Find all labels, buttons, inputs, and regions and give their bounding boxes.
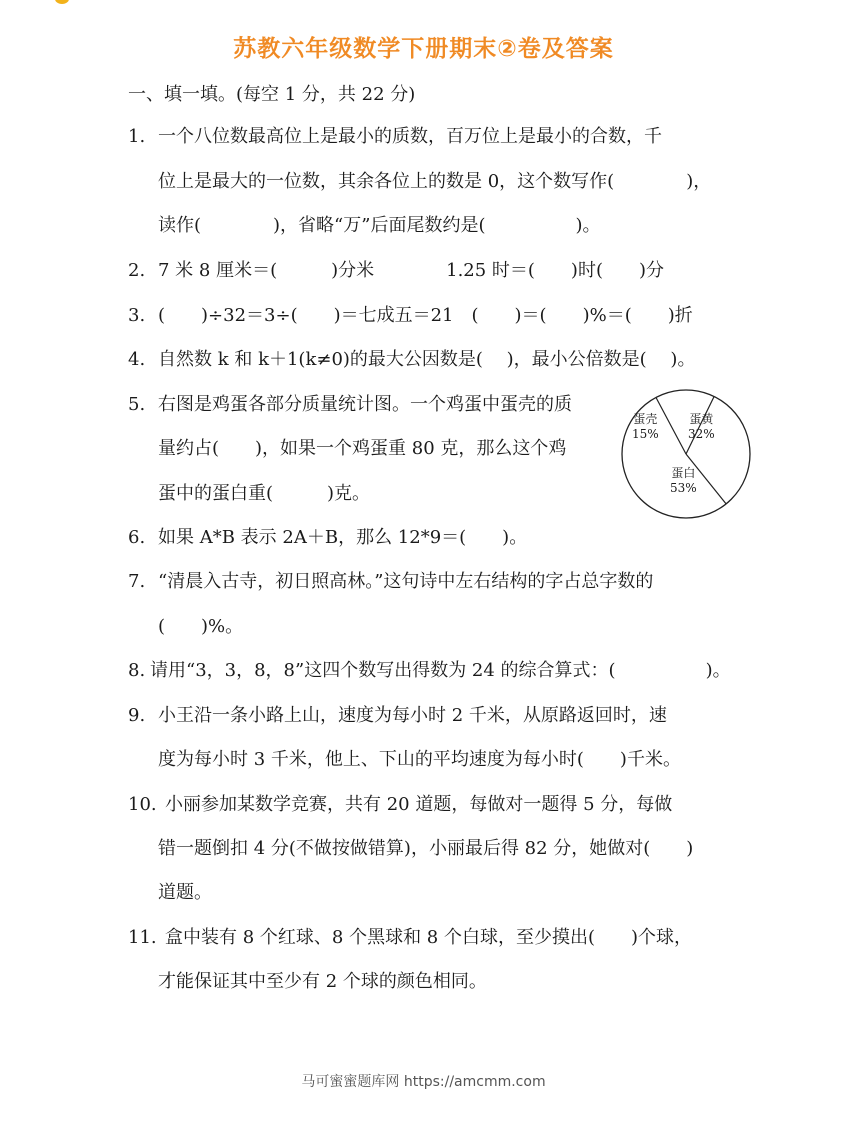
pie-label-white-value: 53% (670, 481, 697, 495)
pie-label-shell-value: 15% (632, 427, 659, 441)
q7-line2: ( )%。 (158, 616, 244, 637)
q5-line2: 量约占( )，如果一个鸡蛋重 80 克，那么这个鸡 (158, 438, 567, 459)
pie-label-yolk-name: 蛋黄 (689, 412, 714, 426)
q1-line1: 一个八位数最高位上是最小的质数，百万位上是最小的合数，千 (158, 126, 662, 147)
footer-source: 马可蜜蜜题库网 https://amcmm.com (301, 1074, 546, 1090)
egg-pie-chart (620, 388, 752, 520)
pie-label-white (670, 466, 697, 496)
page-title: 苏教六年级数学下册期末②卷及答案 (233, 36, 614, 62)
pie-label-yolk (688, 412, 715, 442)
q11-line2: 才能保证其中至少有 2 个球的颜色相同。 (158, 971, 487, 992)
q6-line1: 如果 A*B 表示 2A＋B，那么 12*9＝( )。 (158, 527, 528, 548)
q10-line2: 错一题倒扣 4 分(不做按做错算)，小丽最后得 82 分，她做对( ) (158, 838, 694, 859)
pie-label-white-name: 蛋白 (671, 466, 696, 480)
q10-line3: 道题。 (158, 882, 212, 903)
q1-number: 1. (128, 126, 146, 147)
pie-svg (620, 388, 752, 520)
q5-line3: 蛋中的蛋白重( )克。 (158, 483, 371, 504)
q2-line1: 7 米 8 厘米＝( )分米 1.25 时＝( )时( )分 (158, 260, 665, 281)
q10-number: 10. (128, 794, 157, 815)
q1-line2: 位上是最大的一位数，其余各位上的数是 0，这个数写作( )， (158, 171, 712, 192)
q5-number: 5. (128, 394, 146, 415)
q4-line1: 自然数 k 和 k＋1(k≠0)的最大公因数是( )，最小公倍数是( )。 (158, 349, 696, 370)
pie-label-shell-name: 蛋壳 (633, 412, 658, 426)
q8-line1: 请用“3，3，8，8”这四个数写出得数为 24 的综合算式：( )。 (150, 660, 731, 681)
q5-line1: 右图是鸡蛋各部分质量统计图。一个鸡蛋中蛋壳的质 (158, 394, 572, 415)
pie-label-shell (632, 412, 659, 442)
q3-line1: ( )÷32＝3÷( )＝七成五＝21 ( )＝( )%＝( )折 (158, 305, 693, 326)
q8-number: 8. (128, 660, 146, 681)
q2-number: 2. (128, 260, 146, 281)
q9-line2: 度为每小时 3 千米，他上、下山的平均速度为每小时( )千米。 (158, 749, 681, 770)
pie-label-yolk-value: 32% (688, 427, 715, 441)
q11-line1: 盒中装有 8 个红球、8 个黑球和 8 个白球，至少摸出( )个球， (165, 927, 693, 948)
corner-dot-decoration (55, 0, 69, 4)
section-heading: 一、填一填。(每空 1 分，共 22 分) (128, 84, 416, 105)
q4-number: 4. (128, 349, 146, 370)
q7-line1: “清晨入古寺，初日照高林。”这句诗中左右结构的字占总字数的 (158, 571, 654, 592)
q10-line1: 小丽参加某数学竞赛，共有 20 道题，每做对一题得 5 分，每做 (165, 794, 673, 815)
q9-line1: 小王沿一条小路上山，速度为每小时 2 千米，从原路返回时，速 (158, 705, 667, 726)
q7-number: 7. (128, 571, 146, 592)
q11-number: 11. (128, 927, 157, 948)
q6-number: 6. (128, 527, 146, 548)
q3-number: 3. (128, 305, 146, 326)
q1-line3: 读作( )，省略“万”后面尾数约是( )。 (158, 215, 601, 236)
q9-number: 9. (128, 705, 146, 726)
